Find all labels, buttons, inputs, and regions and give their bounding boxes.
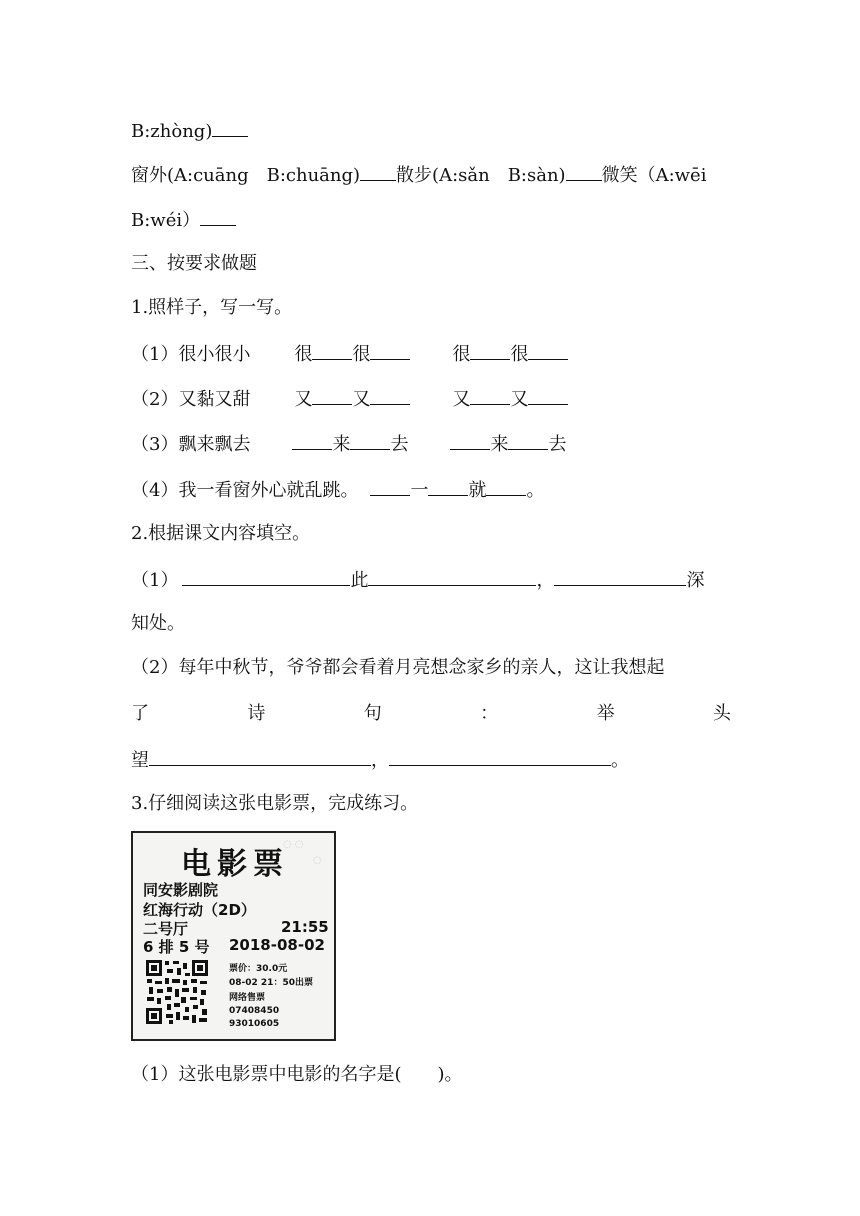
q2-item-2: （2）每年中秋节，爷爷都会看着月亮想念家乡的亲人，这让我想起 — [131, 657, 665, 678]
item-label: （1） — [131, 570, 179, 591]
answer-blank[interactable] — [368, 567, 536, 586]
watermark-mark: ◌ — [313, 855, 322, 866]
char: ： — [480, 703, 499, 724]
option-wei: 微笑（A:wēi — [601, 165, 707, 186]
answer-blank[interactable] — [554, 567, 686, 586]
q2-item-1 — [131, 567, 704, 593]
answer-blank[interactable] — [389, 747, 611, 766]
q1-item-2 — [131, 386, 568, 412]
option-chuang: 窗外(A:cuāng B:chuāng) — [131, 165, 361, 186]
answer-blank[interactable] — [528, 341, 568, 360]
answer-blank[interactable] — [370, 341, 410, 360]
question-3-title: 3.仔细阅读这张电影票，完成练习。 — [131, 793, 419, 814]
ticket-hall: 二号厅 — [143, 920, 189, 938]
answer-blank[interactable] — [566, 162, 602, 181]
ticket-title: 电影票 — [181, 847, 289, 882]
answer-blank[interactable] — [528, 386, 568, 405]
ticket-code-2: 93010605 — [229, 1019, 280, 1029]
answer-blank[interactable] — [292, 431, 332, 450]
answer-blank[interactable] — [312, 386, 352, 405]
example-phrase: （3）飘来飘去 — [131, 434, 251, 455]
ticket-date: 2018-08-02 — [229, 936, 325, 954]
ticket-cinema: 同安影剧院 — [143, 881, 219, 899]
char: 此 — [350, 570, 369, 591]
section-heading: 三、按要求做题 — [131, 253, 257, 274]
option-line-3 — [131, 207, 236, 233]
answer-blank[interactable] — [508, 431, 548, 450]
char: 很 — [452, 344, 471, 365]
comma: ， — [536, 570, 555, 591]
watermark-mark: ◌ ◌ — [283, 839, 304, 850]
char: 举 — [596, 703, 615, 724]
char: 又 — [294, 389, 313, 410]
answer-blank[interactable] — [200, 207, 236, 226]
char: 头 — [712, 703, 731, 724]
answer-blank[interactable] — [370, 477, 410, 496]
q2-item-2-spread — [131, 702, 731, 726]
answer-blank[interactable] — [312, 341, 352, 360]
question-3-1: （1）这张电影票中电影的名字是( )。 — [131, 1064, 463, 1085]
comma: ， — [371, 750, 389, 771]
movie-ticket-image — [131, 831, 336, 1041]
option-text: B:wéi） — [131, 210, 201, 231]
q1-item-4 — [131, 477, 544, 503]
ticket-movie: 红海行动（2D） — [143, 901, 256, 919]
char: 很 — [510, 344, 529, 365]
ticket-issued: 08-02 21：50出票 — [229, 978, 313, 988]
ticket-price: 票价：30.0元 — [229, 964, 288, 974]
answer-blank[interactable] — [370, 386, 410, 405]
example-sentence: （4）我一看窗外心就乱跳。 — [131, 480, 359, 501]
option-text: B:zhòng) — [131, 121, 213, 142]
char: 深 — [686, 570, 705, 591]
char: 来 — [332, 434, 351, 455]
q2-item-2-cont — [131, 747, 629, 773]
qr-code-icon — [145, 959, 209, 1025]
char: 去 — [548, 434, 567, 455]
answer-blank[interactable] — [470, 341, 510, 360]
period: 。 — [611, 750, 629, 771]
ticket-channel: 网络售票 — [229, 993, 266, 1003]
char: 又 — [352, 389, 371, 410]
char: 句 — [363, 703, 382, 724]
answer-blank[interactable] — [149, 747, 371, 766]
q2-item-1-cont: 知处。 — [131, 613, 185, 634]
ticket-time: 21:55 — [281, 918, 329, 936]
period: 。 — [526, 480, 545, 501]
q1-item-3 — [131, 431, 566, 457]
answer-blank[interactable] — [182, 567, 350, 586]
answer-blank[interactable] — [212, 118, 248, 137]
answer-blank[interactable] — [486, 477, 526, 496]
q1-item-1 — [131, 341, 568, 367]
char: 又 — [510, 389, 529, 410]
answer-blank[interactable] — [350, 431, 390, 450]
char: 诗 — [247, 703, 266, 724]
example-phrase: （1）很小很小 — [131, 344, 251, 365]
char: 来 — [490, 434, 509, 455]
ticket-code-1: 07408450 — [229, 1006, 280, 1016]
char: 望 — [131, 750, 149, 771]
char: 就 — [468, 480, 487, 501]
example-phrase: （2）又黏又甜 — [131, 389, 251, 410]
answer-blank[interactable] — [470, 386, 510, 405]
char: 一 — [410, 480, 429, 501]
question-2-title: 2.根据课文内容填空。 — [131, 523, 311, 544]
char: 了 — [131, 703, 149, 724]
answer-blank[interactable] — [450, 431, 490, 450]
option-line-1 — [131, 118, 248, 144]
char: 很 — [294, 344, 313, 365]
question-1-title: 1.照样子，写一写。 — [131, 297, 293, 318]
answer-blank[interactable] — [428, 477, 468, 496]
option-line-2 — [131, 162, 706, 188]
answer-blank[interactable] — [360, 162, 396, 181]
char: 去 — [390, 434, 409, 455]
char: 很 — [352, 344, 371, 365]
ticket-seat: 6 排 5 号 — [143, 938, 210, 956]
option-san: 散步(A:sǎn B:sàn) — [396, 165, 566, 186]
char: 又 — [452, 389, 471, 410]
